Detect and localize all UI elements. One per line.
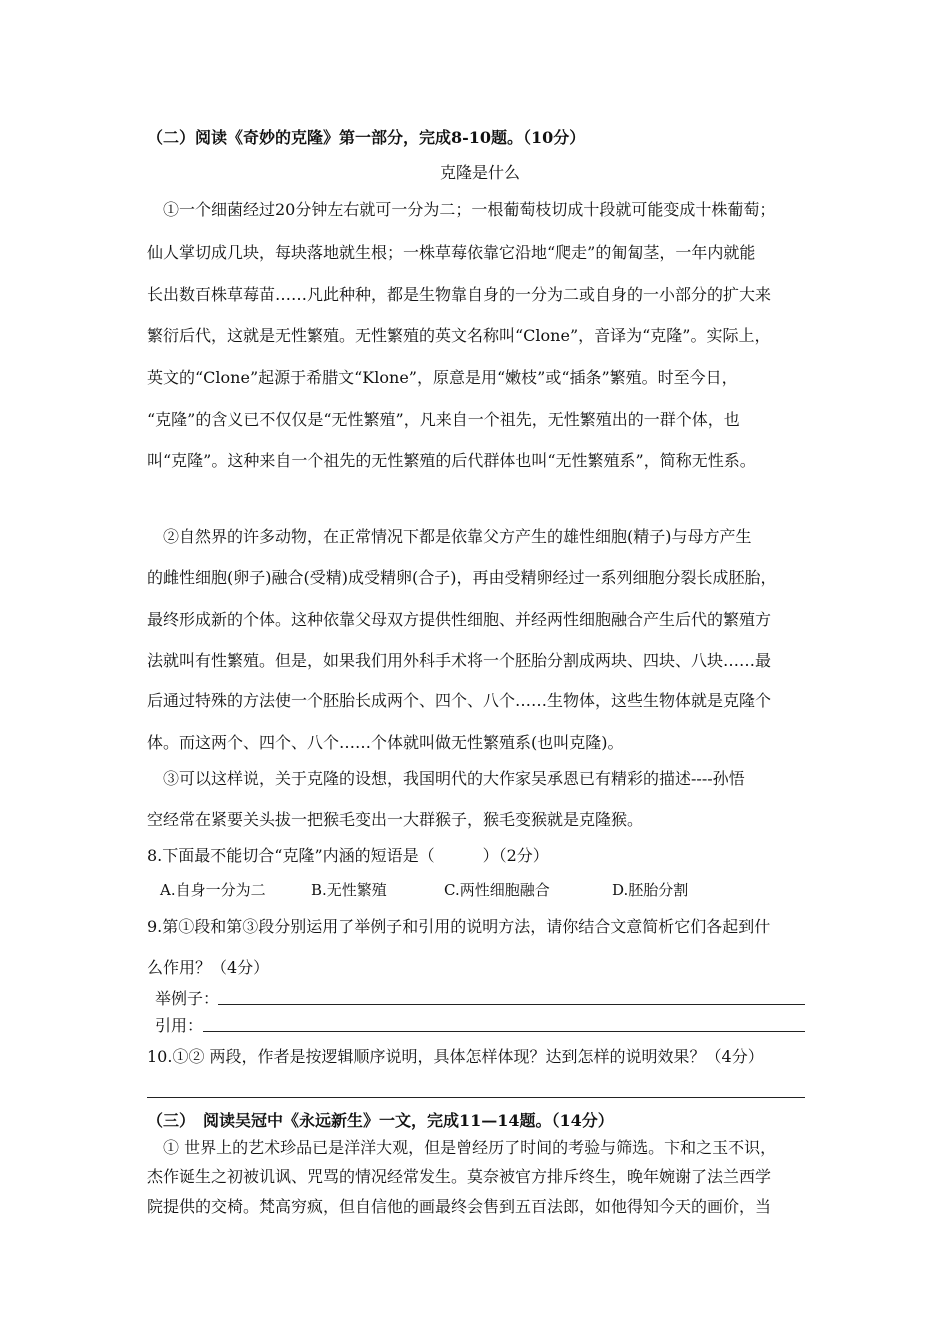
para1-line: 长出数百株草莓苗……凡此种种，都是生物靠自身的一分为二或自身的一小部分的扩大来 — [147, 285, 772, 304]
para3-line: 空经常在紧要关头拔一把猴毛变出一大群猴子，猴毛变猴就是克隆猴。 — [147, 810, 644, 829]
answer-line-example[interactable] — [218, 1004, 805, 1005]
para1-line: “克隆”的含义已不仅仅是“无性繁殖”，凡来自一个祖先，无性繁殖出的一群个体，也 — [147, 410, 740, 429]
section3-para1-line: 院提供的交椅。梵高穷疯，但自信他的画最终会售到五百法郎，如他得知今天的画价，当 — [147, 1197, 772, 1216]
answer-label-quote: 引用： — [155, 1016, 204, 1035]
question-10-stem: 10.①② 两段，作者是按逻辑顺序说明，具体怎样体现？达到怎样的说明效果？（4分） — [147, 1047, 764, 1066]
para2-line: 最终形成新的个体。这种依靠父母双方提供性细胞、并经两性细胞融合产生后代的繁殖方 — [147, 610, 772, 629]
answer-line-quote[interactable] — [203, 1031, 805, 1032]
para2-line: 法就叫有性繁殖。但是，如果我们用外科手术将一个胚胎分割成两块、四块、八块……最 — [147, 651, 772, 670]
para1-line: 叫“克隆”。这种来自一个祖先的无性繁殖的后代群体也叫“无性繁殖系”，简称无性系。 — [147, 451, 756, 470]
para1-line: ①一个细菌经过20分钟左右就可一分为二；一根葡萄枝切成十段就可能变成十株葡萄； — [163, 200, 776, 219]
section2-heading: （二）阅读《奇妙的克隆》第一部分，完成8-10题。（10分） — [147, 128, 586, 147]
para2-line: 体。而这两个、四个、八个……个体就叫做无性繁殖系(也叫克隆)。 — [147, 733, 624, 752]
section3-para1-line: 杰作诞生之初被讥讽、咒骂的情况经常发生。莫奈被官方排斥终生，晚年婉谢了法兰西学 — [147, 1167, 772, 1186]
q8-option-d: D.胚胎分割 — [612, 881, 689, 899]
question-9-stem-cont: 么作用？（4分） — [147, 958, 270, 977]
para2-line: ②自然界的许多动物，在正常情况下都是依靠父方产生的雄性细胞(精子)与母方产生 — [163, 527, 752, 546]
para2-line: 的雌性细胞(卵子)融合(受精)成受精卵(合子)，再由受精卵经过一系列细胞分裂长成胚胎， — [147, 568, 777, 587]
para1-line: 英文的“Clone”起源于希腊文“Klone”，原意是用“嫩枝”或“插条”繁殖。时至今日， — [147, 368, 738, 387]
q8-option-c: C.两性细胞融合 — [444, 881, 550, 899]
answer-label-example: 举例子： — [155, 989, 220, 1008]
q8-option-b: B.无性繁殖 — [311, 881, 387, 899]
para1-line: 仙人掌切成几块，每块落地就生根；一株草莓依靠它沿地“爬走”的匍匐茎，一年内就能 — [147, 243, 756, 262]
answer-line-q10[interactable] — [147, 1097, 805, 1098]
article-title: 克隆是什么 — [440, 163, 521, 182]
q8-option-a: A.自身一分为二 — [160, 881, 266, 899]
section3-para1-line: ① 世界上的艺术珍品已是洋洋大观，但是曾经历了时间的考验与筛选。卞和之玉不识， — [163, 1138, 777, 1157]
para1-line: 繁衍后代，这就是无性繁殖。无性繁殖的英文名称叫“Clone”，音译为“克隆”。实际上， — [147, 326, 771, 345]
para3-line: ③可以这样说，关于克隆的设想，我国明代的大作家吴承恩已有精彩的描述----孙悟 — [163, 769, 745, 788]
question-8-stem: 8.下面最不能切合“克隆”内涵的短语是（ ）（2分） — [147, 846, 549, 865]
question-9-stem: 9.第①段和第③段分别运用了举例子和引用的说明方法，请你结合文意简析它们各起到什 — [147, 917, 771, 936]
para2-line: 后通过特殊的方法使一个胚胎长成两个、四个、八个……生物体，这些生物体就是克隆个 — [147, 691, 772, 710]
section3-heading: （三） 阅读吴冠中《永远新生》一文，完成11—14题。（14分） — [147, 1111, 614, 1130]
